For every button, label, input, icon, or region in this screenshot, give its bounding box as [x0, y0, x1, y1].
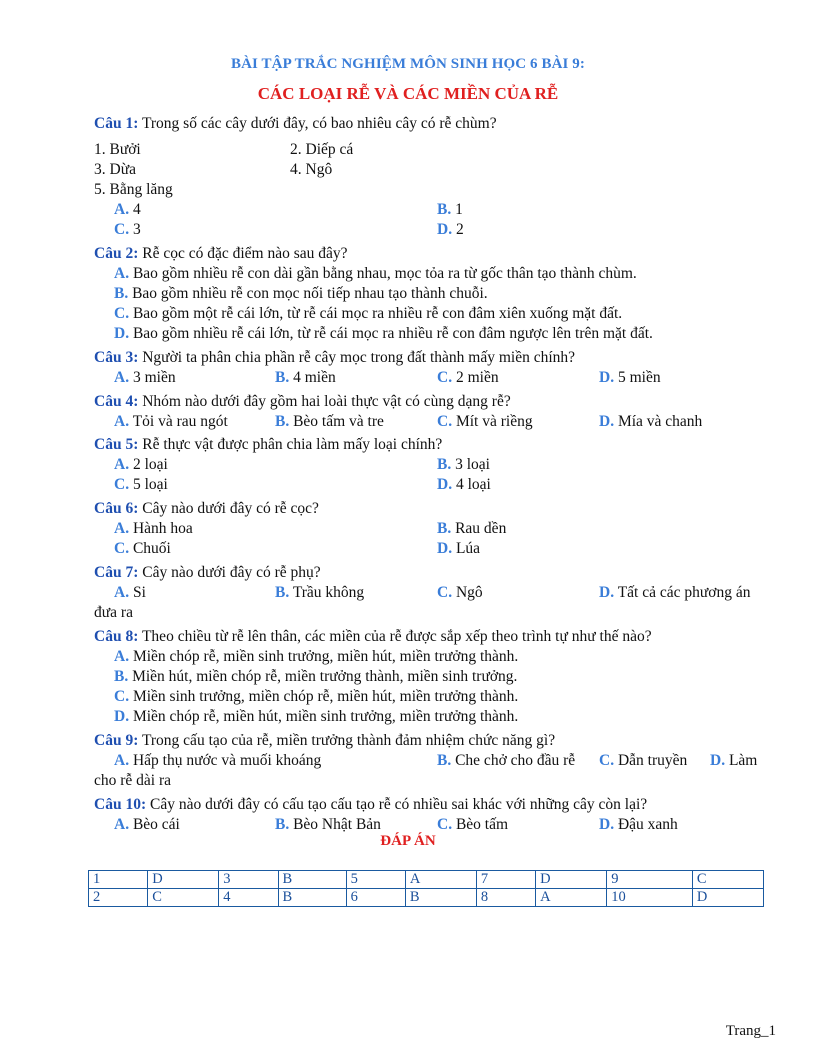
- question-text: Cây nào dưới đây có rễ cọc?: [142, 500, 319, 517]
- option-d: [437, 475, 491, 495]
- table-cell: C: [692, 871, 763, 889]
- question-text: Cây nào dưới đây có cấu tạo cấu tạo rễ có nhiều sai khác với những cây còn lại?: [149, 796, 648, 813]
- option-text: Miền chóp rễ, miền sinh trưởng, miền hút, miền trưởng thành.: [132, 648, 519, 665]
- table-cell: 4: [219, 889, 278, 907]
- question-label: Câu 7:: [94, 564, 139, 581]
- question-text: Rễ thực vật được phân chia làm mấy loại chính?: [142, 436, 443, 453]
- option-b: [275, 368, 336, 388]
- question-text: Theo chiều từ rễ lên thân, các miền của rễ được sắp xếp theo trình tự như thế nào?: [141, 628, 652, 645]
- table-cell: B: [278, 889, 346, 907]
- option-text: Bao gồm nhiều rễ con dài gần bằng nhau, mọc tỏa ra từ gốc thân tạo thành chùm.: [132, 265, 637, 282]
- option-c: [114, 539, 171, 559]
- option-continuation: đưa ra: [94, 604, 133, 621]
- document-subtitle: CÁC LOẠI RỄ VÀ CÁC MIỀN CỦA RỄ: [257, 84, 559, 103]
- question-5: [94, 435, 442, 455]
- option-d: [437, 220, 464, 240]
- option-text: Tất cả các phương án: [617, 584, 751, 601]
- question-label: Câu 8:: [94, 628, 139, 645]
- option-a: [114, 455, 168, 475]
- option-d: [710, 751, 757, 771]
- table-cell: 10: [607, 889, 693, 907]
- table-cell: B: [405, 889, 476, 907]
- option-a: [114, 647, 518, 667]
- table-cell: 9: [607, 871, 693, 889]
- option-text: Chuối: [132, 540, 171, 557]
- option-b: [437, 519, 506, 539]
- option-letter: C.: [114, 688, 130, 705]
- document-title: BÀI TẬP TRẮC NGHIỆM MÔN SINH HỌC 6 BÀI 9:: [231, 56, 585, 72]
- option-letter: C.: [114, 305, 130, 322]
- question-text: Người ta phân chia phần rễ cây mọc trong đất thành mấy miền chính?: [142, 349, 576, 366]
- table-cell: 1: [89, 871, 148, 889]
- option-text: Miền chóp rễ, miền hút, miền sinh trưởng, miền trưởng thành.: [132, 708, 519, 725]
- option-a: [114, 583, 146, 603]
- option-text: Bèo tấm: [455, 816, 509, 833]
- option-text: Ngô: [455, 584, 483, 601]
- option-letter: A.: [114, 413, 130, 430]
- question-9: [94, 731, 555, 751]
- option-text: Che chở cho đầu rễ: [455, 752, 576, 769]
- option-b: [275, 412, 384, 432]
- option-letter: C.: [437, 816, 453, 833]
- table-cell: 2: [89, 889, 148, 907]
- option-text: Làm: [728, 752, 758, 769]
- option-letter: D.: [437, 476, 453, 493]
- option-letter: D.: [599, 816, 615, 833]
- question-label: Câu 4:: [94, 393, 139, 410]
- option-text: Bèo tấm và tre: [293, 413, 384, 430]
- table-cell: D: [536, 871, 607, 889]
- option-letter: B.: [275, 413, 290, 430]
- option-text: 4 miền: [293, 369, 336, 386]
- option-a: [114, 412, 228, 432]
- option-b: [437, 455, 490, 475]
- question-label: Câu 2:: [94, 245, 139, 262]
- option-letter: B.: [437, 201, 452, 218]
- option-text: 3: [132, 221, 141, 238]
- option-text: Hấp thụ nước và muối khoáng: [132, 752, 322, 769]
- option-d: [114, 707, 518, 727]
- question-label: Câu 9:: [94, 732, 139, 749]
- option-letter: B.: [437, 752, 452, 769]
- option-text: Trầu không: [292, 584, 365, 601]
- option-letter: D.: [599, 369, 615, 386]
- option-letter: D.: [437, 540, 453, 557]
- option-letter: D.: [599, 584, 615, 601]
- option-c: [437, 815, 508, 835]
- question-label: Câu 5:: [94, 436, 139, 453]
- option-c: [114, 687, 518, 707]
- option-letter: A.: [114, 369, 130, 386]
- option-text: 4: [132, 201, 141, 218]
- option-b: [437, 751, 575, 771]
- option-letter: B.: [114, 285, 129, 302]
- option-d: [114, 324, 653, 344]
- option-b: [437, 200, 463, 220]
- question-6: [94, 499, 319, 519]
- option-a: [114, 200, 141, 220]
- option-text: Lúa: [455, 540, 481, 557]
- option-letter: D.: [599, 413, 615, 430]
- table-cell: 8: [476, 889, 535, 907]
- option-letter: D.: [710, 752, 726, 769]
- question-1: [94, 114, 497, 134]
- option-text: 1: [455, 201, 463, 218]
- option-b: [114, 667, 517, 687]
- question-text: Nhóm nào dưới đây gồm hai loài thực vật có cùng dạng rễ?: [142, 393, 511, 410]
- option-text: Bao gồm nhiều rễ con mọc nối tiếp nhau tạo thành chuỗi.: [132, 285, 488, 302]
- option-b: [275, 583, 364, 603]
- table-cell: 7: [476, 871, 535, 889]
- option-letter: C.: [114, 221, 130, 238]
- option-a: [114, 368, 176, 388]
- option-text: 3 miền: [132, 369, 176, 386]
- option-text: Đậu xanh: [617, 816, 678, 833]
- question-text: Trong cấu tạo của rễ, miền trưởng thành đảm nhiệm chức năng gì?: [141, 732, 556, 749]
- option-d: [437, 539, 480, 559]
- option-letter: A.: [114, 265, 130, 282]
- option-text: 2: [455, 221, 464, 238]
- option-letter: B.: [275, 584, 290, 601]
- option-letter: D.: [114, 708, 130, 725]
- option-text: Miền hút, miền chóp rễ, miền trưởng thành, miền sinh trưởng.: [132, 668, 518, 685]
- option-text: Hành hoa: [132, 520, 193, 537]
- option-d: [599, 368, 661, 388]
- option-text: 2 miền: [455, 369, 499, 386]
- option-a: [114, 815, 180, 835]
- table-cell: 6: [346, 889, 405, 907]
- list-item: 1. Bưởi: [94, 141, 141, 158]
- option-text: Bao gồm nhiều rễ cái lớn, từ rễ cái mọc ra nhiều rễ con đâm ngược lên trên mặt đất.: [132, 325, 653, 342]
- option-c: [114, 220, 141, 240]
- option-text: Tỏi và rau ngót: [132, 413, 228, 430]
- table-cell: 5: [346, 871, 405, 889]
- option-letter: B.: [437, 456, 452, 473]
- option-letter: C.: [114, 540, 130, 557]
- question-text: Cây nào dưới đây có rễ phụ?: [142, 564, 321, 581]
- table-cell: D: [148, 871, 219, 889]
- option-letter: A.: [114, 584, 130, 601]
- option-letter: B.: [275, 816, 290, 833]
- table-cell: C: [148, 889, 219, 907]
- question-label: Câu 6:: [94, 500, 139, 517]
- question-8: [94, 627, 652, 647]
- question-text: Trong số các cây dưới đây, có bao nhiêu cây có rễ chùm?: [141, 115, 497, 132]
- option-letter: C.: [437, 584, 453, 601]
- list-item: 2. Diếp cá: [290, 141, 354, 158]
- option-d: [599, 583, 750, 603]
- option-text: Mít và riềng: [455, 413, 533, 430]
- table-cell: 3: [219, 871, 278, 889]
- option-c: [114, 475, 168, 495]
- option-continuation: cho rễ dài ra: [94, 772, 172, 789]
- option-letter: B.: [275, 369, 290, 386]
- option-b: [275, 815, 381, 835]
- list-item: 3. Dừa: [94, 161, 136, 178]
- option-c: [599, 751, 687, 771]
- option-letter: A.: [114, 520, 130, 537]
- option-letter: C.: [114, 476, 130, 493]
- question-10: [94, 795, 647, 815]
- table-cell: A: [536, 889, 607, 907]
- option-text: 5 loại: [132, 476, 168, 493]
- question-label: Câu 10:: [94, 796, 147, 813]
- option-text: 2 loại: [132, 456, 168, 473]
- option-letter: A.: [114, 456, 130, 473]
- option-a: [114, 264, 637, 284]
- option-letter: A.: [114, 816, 130, 833]
- option-letter: A.: [114, 752, 130, 769]
- option-text: Dẫn truyền: [617, 752, 688, 769]
- option-c: [437, 412, 533, 432]
- option-b: [114, 284, 488, 304]
- option-a: [114, 519, 193, 539]
- option-letter: C.: [437, 369, 453, 386]
- option-text: Bao gồm một rễ cái lớn, từ rễ cái mọc ra nhiều rễ con đâm xiên xuống mặt đất.: [132, 305, 623, 322]
- option-d: [599, 412, 702, 432]
- option-text: Mía và chanh: [617, 413, 703, 430]
- table-row: [89, 889, 764, 907]
- list-item: 4. Ngô: [290, 161, 333, 178]
- option-text: 3 loại: [455, 456, 490, 473]
- answer-key-title: ĐÁP ÁN: [380, 833, 436, 849]
- question-label: Câu 1:: [94, 115, 139, 132]
- option-text: Bèo cái: [132, 816, 180, 833]
- list-item: 5. Bằng lăng: [94, 181, 173, 198]
- option-c: [437, 583, 483, 603]
- option-text: 5 miền: [617, 369, 661, 386]
- option-c: [114, 304, 622, 324]
- option-letter: C.: [599, 752, 615, 769]
- answer-key-table: [88, 870, 764, 907]
- option-letter: B.: [437, 520, 452, 537]
- table-row: [89, 871, 764, 889]
- option-letter: D.: [437, 221, 453, 238]
- option-letter: B.: [114, 668, 129, 685]
- option-text: Si: [132, 584, 146, 601]
- question-7: [94, 563, 321, 583]
- option-letter: A.: [114, 648, 130, 665]
- option-text: Rau dền: [455, 520, 507, 537]
- option-letter: C.: [437, 413, 453, 430]
- table-cell: B: [278, 871, 346, 889]
- option-d: [599, 815, 678, 835]
- option-letter: D.: [114, 325, 130, 342]
- option-text: Miền sinh trưởng, miền chóp rễ, miền hút, miền trưởng thành.: [132, 688, 519, 705]
- table-cell: D: [692, 889, 763, 907]
- option-text: 4 loại: [455, 476, 491, 493]
- question-2: [94, 244, 348, 264]
- table-cell: A: [405, 871, 476, 889]
- question-text: Rễ cọc có đặc điểm nào sau đây?: [142, 245, 348, 262]
- option-text: Bèo Nhật Bản: [293, 816, 381, 833]
- option-a: [114, 751, 321, 771]
- page-number: Trang_1: [725, 1023, 776, 1039]
- question-4: [94, 392, 511, 412]
- option-letter: A.: [114, 201, 130, 218]
- question-3: [94, 348, 575, 368]
- option-c: [437, 368, 499, 388]
- question-label: Câu 3:: [94, 349, 139, 366]
